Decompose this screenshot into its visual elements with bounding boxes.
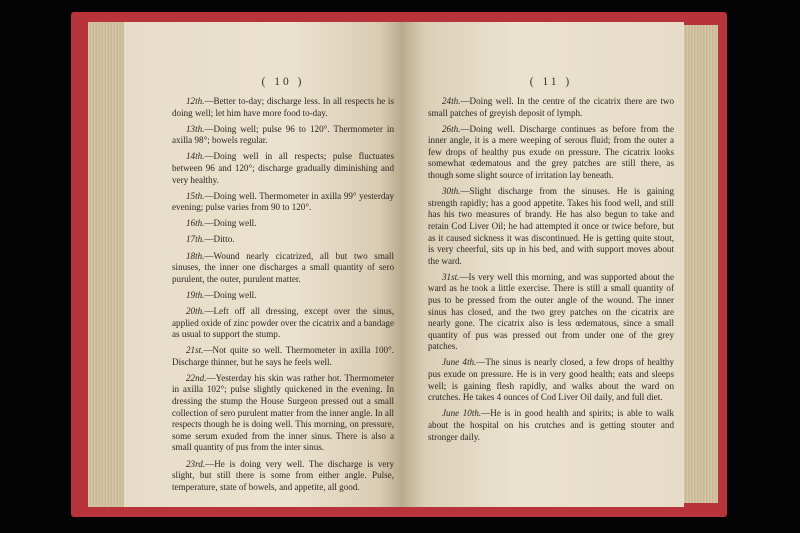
- entry-date: 13th.: [186, 123, 205, 134]
- entry-date: June 4th.: [442, 357, 477, 368]
- entry-date: 26th.: [442, 123, 461, 134]
- journal-entry: [172, 234, 394, 246]
- journal-entry: [428, 124, 674, 182]
- journal-entry: [172, 459, 394, 494]
- journal-entry: [172, 290, 394, 302]
- entry-text: —Doing well. In the centre of the cicatrix there are two small patches of greyish deposit of lymph.: [428, 96, 674, 118]
- entry-text: —Not quite so well. Thermometer in axilla 100°. Discharge thinner, but he says he feels well.: [172, 345, 394, 367]
- journal-entry: [428, 357, 674, 403]
- entry-text: —Doing well.: [204, 289, 257, 300]
- left-page-entries: [172, 96, 394, 493]
- entry-date: 18th.: [186, 250, 205, 261]
- entry-date: 24th.: [442, 96, 461, 106]
- journal-entry: [428, 96, 674, 119]
- entry-text: —Doing well. Discharge continues as before from the inner angle, it is a mere weeping of serous fluid; from the outer a few drops of healthy pus exude on pressure. The cicatrix looks somewhat œdematous and the grey patches are still there, as though some slight source of irritation lay beneath.: [428, 123, 674, 181]
- journal-entry: [172, 218, 394, 230]
- entry-date: 12th.: [186, 96, 205, 106]
- entry-text: —Ditto.: [204, 234, 235, 245]
- entry-text: —Wound nearly cicatrized, all but two small sinuses, the inner one discharges a small quantity of sero purulent, the outer, purulent matter.: [172, 250, 394, 284]
- entry-date: 20th.: [186, 305, 205, 316]
- journal-entry: [172, 151, 394, 186]
- entry-text: —Yesterday his skin was rather hot. Thermometer in axilla 102°; pulse slightly quickened in the evening. In dressing the stump the House Surgeon pressed out a small collection of sero purulent matter from the inner angle. In all respects though he is doing well. This morning, on pressure, some serum exuded from the inner sinus. There is also a small quantity of pus from the inter sinus.: [172, 372, 394, 453]
- journal-entry: [172, 124, 394, 147]
- right-page-entries: [428, 96, 674, 443]
- page-edges-right: [682, 25, 718, 503]
- entry-text: —He is doing very well. The discharge is very slight, but still there is some from either angle. Pulse, temperature, state of bowels, and appetite, all good.: [172, 458, 394, 492]
- entry-date: 15th.: [186, 190, 205, 201]
- entry-date: 22nd.: [186, 372, 207, 383]
- journal-entry: [172, 96, 394, 119]
- entry-text: —Slight discharge from the sinuses. He is gaining strength rapidly; has a good appetite. Takes his food well, and still has his two measures of brandy. He has also begun to take and retain Cod Liver Oil; he had attempted it once or twice before, but as it caused sickness it was discontinued. He is getting quite stout, is very cheerful, sits up in his bed, and with support moves about the ward.: [428, 186, 674, 266]
- entry-text: —Doing well.: [204, 218, 257, 229]
- entry-text: —He is in good health and spirits; is able to walk about the hospital on his crutches and is getting stouter and stronger daily.: [428, 408, 674, 442]
- journal-entry: [172, 373, 394, 454]
- journal-entry: [172, 191, 394, 214]
- right-page: [402, 22, 684, 507]
- journal-entry: [428, 186, 674, 267]
- journal-entry: [172, 251, 394, 286]
- entry-text: —Is very well this morning, and was supported about the ward as he took a little exercise. There is still a small quantity of pus to be pressed from the outer angle of the wound. The inner sinus has closed, and the two grey patches on the cicatrix are nearly gone. The cicatrix also is less œdematous, since a small quantity of pus was pressed out from under one of the grey patches.: [428, 271, 674, 352]
- entry-text: —The sinus is nearly closed, a few drops of healthy pus exude on pressure. He is in very good health; eats and sleeps well; is gaining flesh rapidly, and walks about the ward on crutches. He takes 4 ounces of Cod Liver Oil daily, and full diet.: [428, 357, 674, 403]
- entry-text: —Doing well; pulse 96 to 120°. Thermometer in axilla 98°; bowels regular.: [172, 123, 394, 146]
- entry-text: —Doing well in all respects; pulse fluctuates between 96 and 120°; discharge gradually diminishing and very healthy.: [172, 151, 394, 185]
- entry-date: 19th.: [186, 289, 205, 300]
- page-number: ( 11 ): [529, 76, 573, 88]
- journal-entry: [172, 345, 394, 368]
- entry-date: 31st.: [442, 271, 460, 282]
- entry-text: —Doing well. Thermometer in axilla 99° yesterday evening; pulse varies from 90 to 120°.: [172, 190, 394, 213]
- entry-date: 23rd.: [186, 458, 206, 469]
- page-edges-left: [88, 22, 128, 507]
- entry-date: 21st.: [186, 345, 204, 356]
- entry-date: 14th.: [186, 151, 205, 162]
- journal-entry: [428, 272, 674, 353]
- entry-date: 16th.: [186, 218, 205, 229]
- entry-date: June 10th.: [442, 408, 482, 419]
- entry-text: —Better to-day; discharge less. In all respects he is doing well; let him have more food to-day.: [172, 96, 394, 118]
- journal-entry: [428, 408, 674, 443]
- page-number: ( 10 ): [261, 76, 305, 88]
- left-page: [124, 22, 402, 507]
- entry-date: 30th.: [442, 186, 461, 197]
- journal-entry: [172, 306, 394, 341]
- entry-text: —Left off all dressing, except over the sinus, applied oxide of zinc powder over the cicatrix and a bandage as usual to support the stump.: [172, 305, 394, 340]
- entry-date: 17th.: [186, 234, 205, 245]
